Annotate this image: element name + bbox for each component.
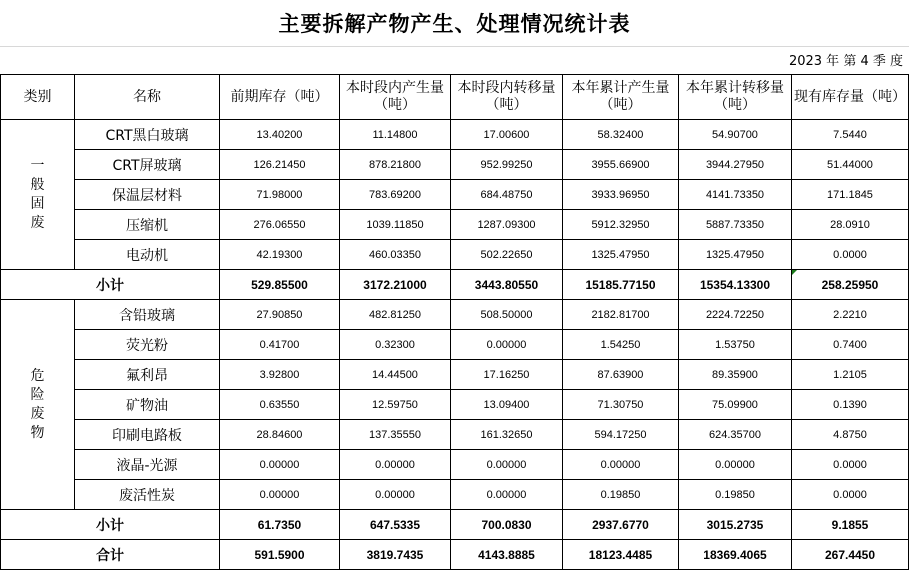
value-cell: 482.81250: [340, 300, 451, 330]
value-cell: 3944.27950: [679, 150, 792, 180]
value-cell: 126.21450: [220, 150, 340, 180]
value-cell: 502.22650: [451, 240, 563, 270]
header-year-produced: 本年累计产生量（吨）: [563, 75, 679, 120]
value-cell: 75.09900: [679, 390, 792, 420]
value-cell: 13.09400: [451, 390, 563, 420]
value-cell: 0.00000: [563, 450, 679, 480]
subtotal-value: 258.25950: [792, 270, 909, 300]
hazardous-waste-category-cell: [1, 300, 75, 510]
table-row: [1, 420, 909, 450]
value-cell: 684.48750: [451, 180, 563, 210]
hazardous-waste-subtotal-row: [1, 510, 909, 540]
value-cell: 28.84600: [220, 420, 340, 450]
header-row: [1, 75, 909, 120]
subtotal-value: 15185.77150: [563, 270, 679, 300]
value-cell: 3.92800: [220, 360, 340, 390]
value-cell: 161.32650: [451, 420, 563, 450]
header-name: 名称: [75, 75, 220, 120]
value-cell: 54.90700: [679, 120, 792, 150]
table-row: [1, 240, 909, 270]
value-cell: 17.16250: [451, 360, 563, 390]
item-name: 印刷电路板: [75, 420, 220, 450]
table-row: [1, 360, 909, 390]
general-waste-subtotal-row: [1, 270, 909, 300]
value-cell: 0.00000: [679, 450, 792, 480]
header-category: 类别: [1, 75, 75, 120]
item-name: CRT屏玻璃: [75, 150, 220, 180]
value-cell: 89.35900: [679, 360, 792, 390]
value-cell: 1325.47950: [679, 240, 792, 270]
item-name: CRT黑白玻璃: [75, 120, 220, 150]
table-row: [1, 150, 909, 180]
value-cell: 0.19850: [563, 480, 679, 510]
table-row: [1, 390, 909, 420]
table-row: [1, 120, 909, 150]
header-period-produced: 本时段内产生量（吨）: [340, 75, 451, 120]
category-label: 一般固废: [30, 157, 45, 231]
total-row: [1, 540, 909, 570]
subtotal-value: 61.7350: [220, 510, 340, 540]
subtotal-value: 647.5335: [340, 510, 451, 540]
value-cell: 71.30750: [563, 390, 679, 420]
value-cell: 1039.11850: [340, 210, 451, 240]
item-name: 液晶-光源: [75, 450, 220, 480]
value-cell: 0.0000: [792, 240, 909, 270]
report-period: 2023 年 第 4 季 度: [788, 54, 903, 69]
value-cell: 0.41700: [220, 330, 340, 360]
value-cell: 1325.47950: [563, 240, 679, 270]
value-cell: 1.2105: [792, 360, 909, 390]
header-year-transferred: 本年累计转移量（吨）: [679, 75, 792, 120]
value-cell: 17.00600: [451, 120, 563, 150]
item-name: 含铅玻璃: [75, 300, 220, 330]
value-cell: 71.98000: [220, 180, 340, 210]
value-cell: 0.0000: [792, 450, 909, 480]
total-value: 18123.4485: [563, 540, 679, 570]
value-cell: 0.00000: [220, 450, 340, 480]
value-cell: 1.54250: [563, 330, 679, 360]
value-cell: 5912.32950: [563, 210, 679, 240]
subtotal-value: 15354.13300: [679, 270, 792, 300]
value-cell: 3955.66900: [563, 150, 679, 180]
category-label: 危险废物: [30, 367, 45, 441]
value-cell: 4.8750: [792, 420, 909, 450]
value-cell: 13.40200: [220, 120, 340, 150]
table-row: [1, 210, 909, 240]
total-value: 267.4450: [792, 540, 909, 570]
total-value: 3819.7435: [340, 540, 451, 570]
header-prev-stock: 前期库存（吨）: [220, 75, 340, 120]
general-waste-category-cell: [1, 120, 75, 270]
total-value: 4143.8885: [451, 540, 563, 570]
value-cell: 12.59750: [340, 390, 451, 420]
subtotal-value: 700.0830: [451, 510, 563, 540]
total-value: 591.5900: [220, 540, 340, 570]
table-row: [1, 300, 909, 330]
item-name: 氟利昂: [75, 360, 220, 390]
title-divider: [0, 46, 909, 47]
value-cell: 952.99250: [451, 150, 563, 180]
item-name: 保温层材料: [75, 180, 220, 210]
table-row: [1, 330, 909, 360]
value-cell: 7.5440: [792, 120, 909, 150]
value-cell: 87.63900: [563, 360, 679, 390]
value-cell: 5887.73350: [679, 210, 792, 240]
item-name: 电动机: [75, 240, 220, 270]
value-cell: 508.50000: [451, 300, 563, 330]
subtotal-value: 3015.2735: [679, 510, 792, 540]
value-cell: 0.63550: [220, 390, 340, 420]
value-cell: 0.00000: [451, 480, 563, 510]
value-cell: 27.90850: [220, 300, 340, 330]
table-row: [1, 180, 909, 210]
value-cell: 0.00000: [220, 480, 340, 510]
value-cell: 58.32400: [563, 120, 679, 150]
value-cell: 1.53750: [679, 330, 792, 360]
item-name: 压缩机: [75, 210, 220, 240]
subtotal-value: 529.85500: [220, 270, 340, 300]
value-cell: 0.19850: [679, 480, 792, 510]
value-cell: 42.19300: [220, 240, 340, 270]
subtotal-value: 9.1855: [792, 510, 909, 540]
subtotal-label: 小计: [1, 270, 220, 300]
value-cell: 460.03350: [340, 240, 451, 270]
subtotal-label: 小计: [1, 510, 220, 540]
value-cell: 624.35700: [679, 420, 792, 450]
value-cell: 137.35550: [340, 420, 451, 450]
value-cell: 28.0910: [792, 210, 909, 240]
value-cell: 2182.81700: [563, 300, 679, 330]
value-cell: 0.00000: [340, 480, 451, 510]
value-cell: 783.69200: [340, 180, 451, 210]
value-cell: 2.2210: [792, 300, 909, 330]
value-cell: 4141.73350: [679, 180, 792, 210]
subtotal-value: 3443.80550: [451, 270, 563, 300]
page-title: 主要拆解产物产生、处理情况统计表: [278, 11, 631, 36]
value-cell: 1287.09300: [451, 210, 563, 240]
table-row: [1, 450, 909, 480]
value-cell: 171.1845: [792, 180, 909, 210]
value-cell: 14.44500: [340, 360, 451, 390]
value-cell: 0.32300: [340, 330, 451, 360]
total-value: 18369.4065: [679, 540, 792, 570]
subtotal-value: 3172.21000: [340, 270, 451, 300]
value-cell: 878.21800: [340, 150, 451, 180]
value-cell: 3933.96950: [563, 180, 679, 210]
item-name: 矿物油: [75, 390, 220, 420]
item-name: 废活性炭: [75, 480, 220, 510]
value-cell: 0.0000: [792, 480, 909, 510]
value-cell: 51.44000: [792, 150, 909, 180]
value-cell: 0.00000: [340, 450, 451, 480]
value-cell: 276.06550: [220, 210, 340, 240]
item-name: 荧光粉: [75, 330, 220, 360]
total-label: 合计: [1, 540, 220, 570]
subtotal-value: 2937.6770: [563, 510, 679, 540]
value-cell: 11.14800: [340, 120, 451, 150]
table-row: [1, 480, 909, 510]
value-cell: 2224.72250: [679, 300, 792, 330]
value-cell: 0.00000: [451, 450, 563, 480]
statistics-table: [0, 74, 909, 570]
value-cell: 594.17250: [563, 420, 679, 450]
header-current-stock: 现有库存量（吨）: [792, 75, 909, 120]
value-cell: 0.00000: [451, 330, 563, 360]
header-period-transferred: 本时段内转移量（吨）: [451, 75, 563, 120]
value-cell: 0.7400: [792, 330, 909, 360]
value-cell: 0.1390: [792, 390, 909, 420]
